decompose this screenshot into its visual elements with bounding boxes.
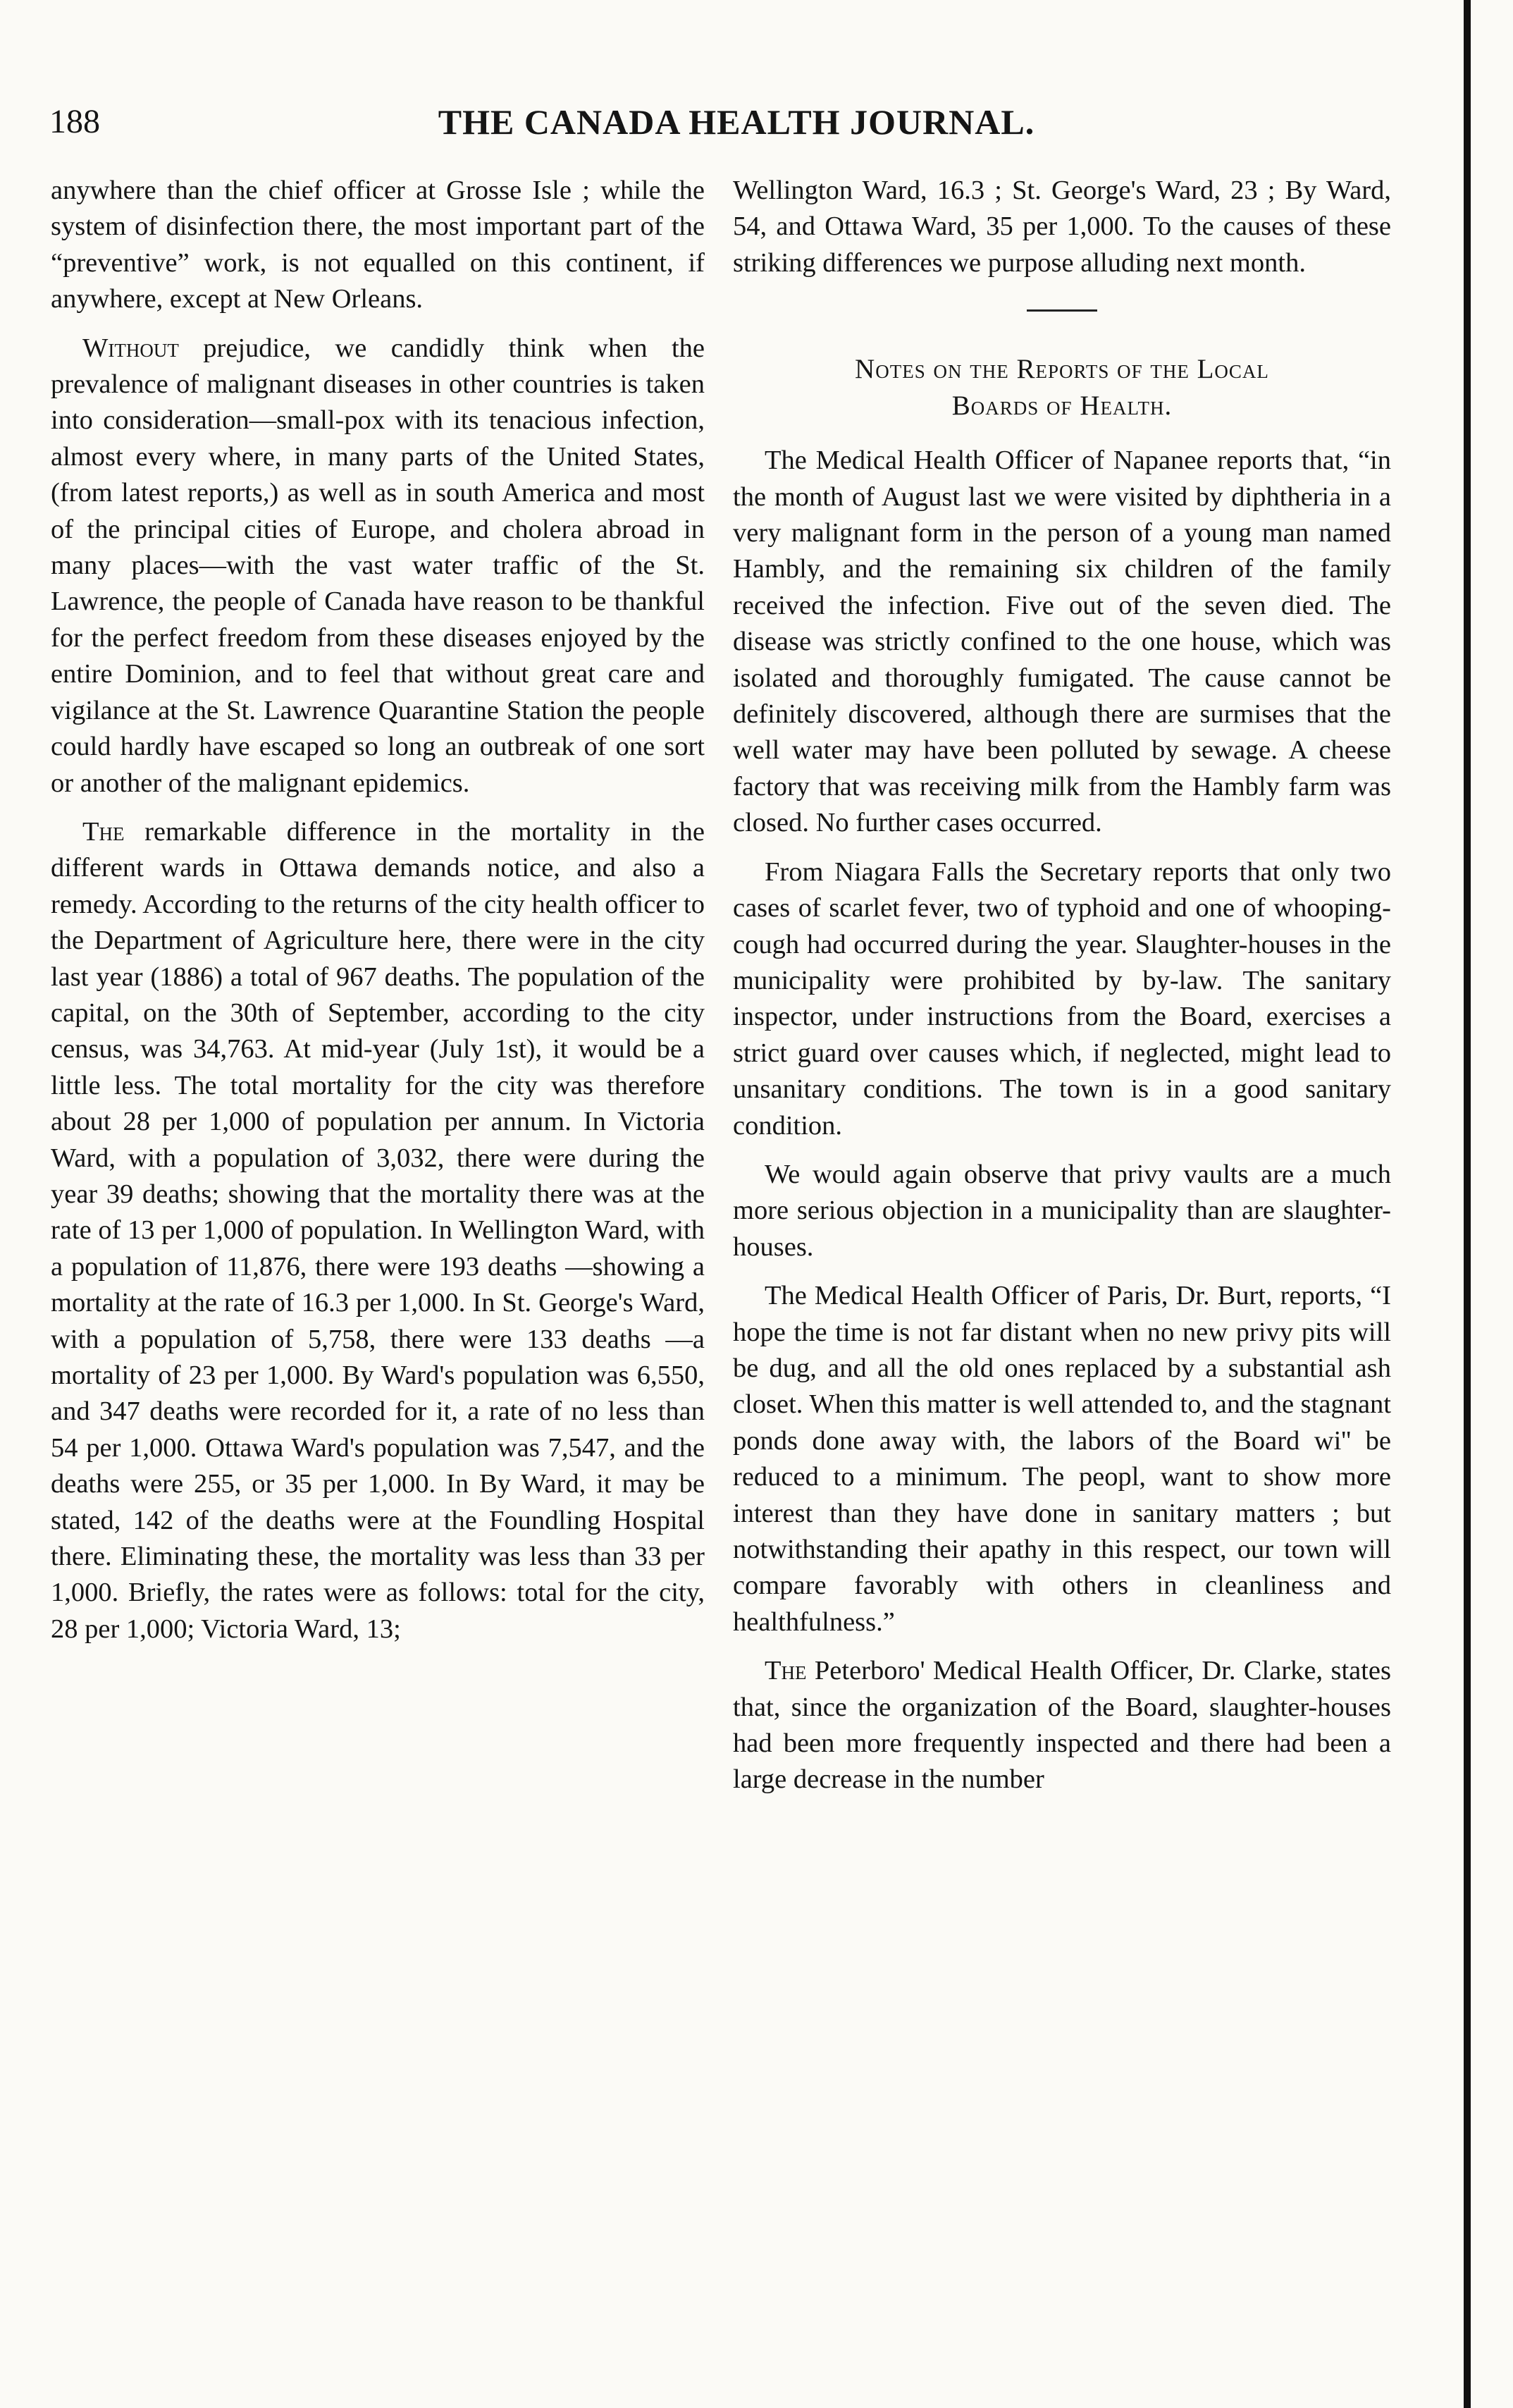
left-column bbox=[51, 173, 705, 1647]
journal-title: THE CANADA HEALTH JOURNAL. bbox=[438, 102, 1035, 142]
paragraph-napanee: The Medical Health Officer of Napanee reports that, “in the month of August last we were visited by diphtheria in a very malignant form in the person of a young man named Hambly, and the remaining six children of the family received the infection. Five out of the seven died. The disease was strictly confined to the one house, which was isolated and thoroughly fumigated. The cause cannot be definitely discovered, although there are surmises that the well water may have been polluted by sewage. A cheese factory that was receiving milk from the Hambly farm was closed. No further cases occurred. bbox=[733, 446, 1391, 838]
paragraph-body: remarkable difference in the mortality in the different wards in Ottawa demands notice, and also a remedy. According to the returns of the city health officer to the Department of Agriculture here, there were in the city last year (1886) a total of 967 deaths. The population of the capital, on the 30th of September, according to the city census, was 34,763. At mid-year (July 1st), it would be a little less. The total mortality for the city was therefore about 28 per 1,000 of population per annum. In Victoria Ward, with a population of 3,032, there were during the year 39 deaths; showing that the mortality there was at the rate of 13 per 1,000 of population. In Wellington Ward, with a population of 11,876, there were 193 deaths —showing a mortality at the rate of 16.3 per 1,000. In St. George's Ward, with a population of 5,758, there were 133 deaths —a mortality of 23 per 1,000. By Ward's population was 6,550, and 347 deaths were recorded for it, a rate of no less than 54 per 1,000. Ottawa Ward's population was 7,547, and the deaths were 255, or 35 per 1,000. In By Ward, it may be stated, 142 of the deaths were at the Foundling Hospital there. Eliminating these, the mortality was less than 33 per 1,000. Briefly, the rates were as follows: total for the city, 28 per 1,000; Victoria Ward, 13; bbox=[51, 816, 705, 1644]
page-number: 188 bbox=[49, 103, 100, 140]
paragraph-ottawa-mortality bbox=[51, 814, 705, 1647]
page-edge-line bbox=[1464, 0, 1471, 2408]
paragraph-lead-word: The bbox=[82, 816, 125, 847]
paragraph-continuation: Wellington Ward, 16.3 ; St. George's Ward, 23 ; By Ward, 54, and Ottawa Ward, 35 per 1,000. To the causes of these striking differences we purpose alluding next month. bbox=[733, 176, 1391, 278]
paragraph-body: Peterboro' Medical Health Officer, Dr. Clarke, states that, since the organization of the Board, slaughter-houses had been more frequently inspected and there had been a large decrease in the number bbox=[733, 1656, 1391, 1795]
paragraph-paris: The Medical Health Officer of Paris, Dr. Burt, reports, “I hope the time is not far distant when no new privy pits will be dug, and all the old ones replaced by a substantial ash closet. When this matter is well attended to, and the stagnant ponds done away with, the labors of the Board wi'' be reduced to a minimum. The peopl, want to show more interest than they have done in sanitary matters ; but notwithstanding their apathy in this respect, our town will compare favorably with others in cleanliness and healthfulness.” bbox=[733, 1281, 1391, 1637]
paragraph-peterboro bbox=[733, 1653, 1391, 1798]
paragraph-privy-vaults: We would again observe that privy vaults are a much more serious objection in a municipality than are slaughter-houses. bbox=[733, 1159, 1391, 1262]
right-column bbox=[733, 173, 1391, 1798]
paragraph-lead-word: Without bbox=[82, 333, 179, 363]
section-heading-line: Boards of Health. bbox=[951, 391, 1173, 422]
paragraph-niagara-falls: From Niagara Falls the Secretary reports that only two cases of scarlet fever, two of typhoid and one of whooping-cough had occurred during the year. Slaughter-houses in the municipality were prohibited by by-law. The sanitary inspector, under instructions from the Board, exercises a strict guard over causes which, if neglected, might lead to unsanitary conditions. The town is in a good sanitary condition. bbox=[733, 856, 1391, 1141]
paragraph-continuation: anywhere than the chief officer at Grosse Isle ; while the system of disinfection there, the most important part of the “preventive” work, is not equalled on this continent, if anywhere, except at New Orleans. bbox=[51, 176, 705, 314]
section-heading bbox=[733, 351, 1391, 424]
paragraph-lead-word: The bbox=[765, 1656, 807, 1686]
section-divider bbox=[1027, 309, 1097, 312]
page-header bbox=[49, 97, 1424, 147]
section-heading-line: Notes on the Reports of the Local bbox=[855, 354, 1269, 385]
paragraph-body: prejudice, we candidly think when the prevalence of malignant diseases in other countries is taken into consideration—small-pox with its tenacious infection, almost every where, in many parts of the United States, (from latest reports,) as well as in south America and most of the principal cities of Europe, and cholera abroad in many places—with the vast water traffic of the St. Lawrence, the people of Canada have reason to be thankful for the perfect freedom from these diseases enjoyed by the entire Dominion, and to feel that without great care and vigilance at the St. Lawrence Quarantine Station the people could hardly have escaped so long an outbreak of one sort or another of the malignant epidemics. bbox=[51, 333, 705, 798]
paragraph-quarantine bbox=[51, 331, 705, 801]
